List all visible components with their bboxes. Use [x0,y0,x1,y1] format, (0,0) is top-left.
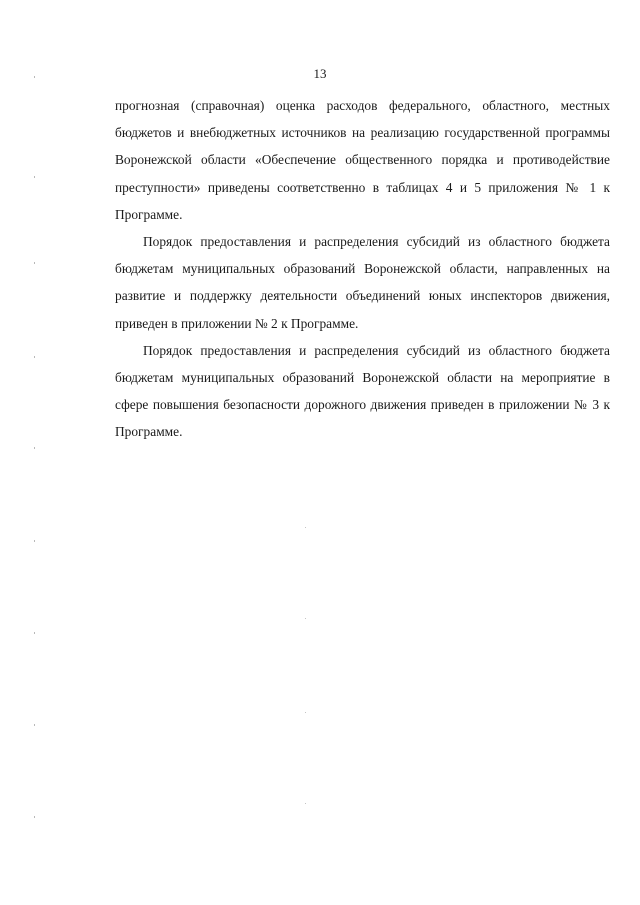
scan-mark [34,447,35,449]
scan-mark [34,540,35,542]
scan-speck [305,618,306,619]
scan-speck [305,803,306,804]
scan-mark [34,76,35,78]
document-body [115,92,610,446]
scan-mark [34,356,35,358]
scan-speck [305,527,306,528]
paragraph-continuation: прогнозная (справочная) оценка расходов федерального, областного, местных бюджетов и внебюджетных источников на реализацию государственной программы Воронежской области «Обеспечение общественного порядка и противодействие преступности» приведены соответственно в таблицах 4 и 5 приложения № 1 к Программе. [115,98,610,222]
scan-speck [305,712,306,713]
page-number: 13 [313,66,327,81]
scan-mark [34,632,35,634]
paragraph-subsidies-road-safety: Порядок предоставления и распределения субсидий из областного бюджета бюджетам муниципальных образований Воронежской области на мероприятие в сфере повышения безопасности дорожного движения приведен в приложении № 3 к Программе. [115,342,610,440]
scan-mark [34,816,35,818]
scan-mark [34,724,35,726]
scan-mark [34,262,35,264]
scan-mark [34,176,35,178]
paragraph-subsidies-young-inspectors: Порядок предоставления и распределения субсидий из областного бюджета бюджетам муниципальных образований Воронежской области, направленных на развитие и поддержку деятельности объединений юных инспекторов движения, приведен в приложении № 2 к Программе. [115,234,610,331]
